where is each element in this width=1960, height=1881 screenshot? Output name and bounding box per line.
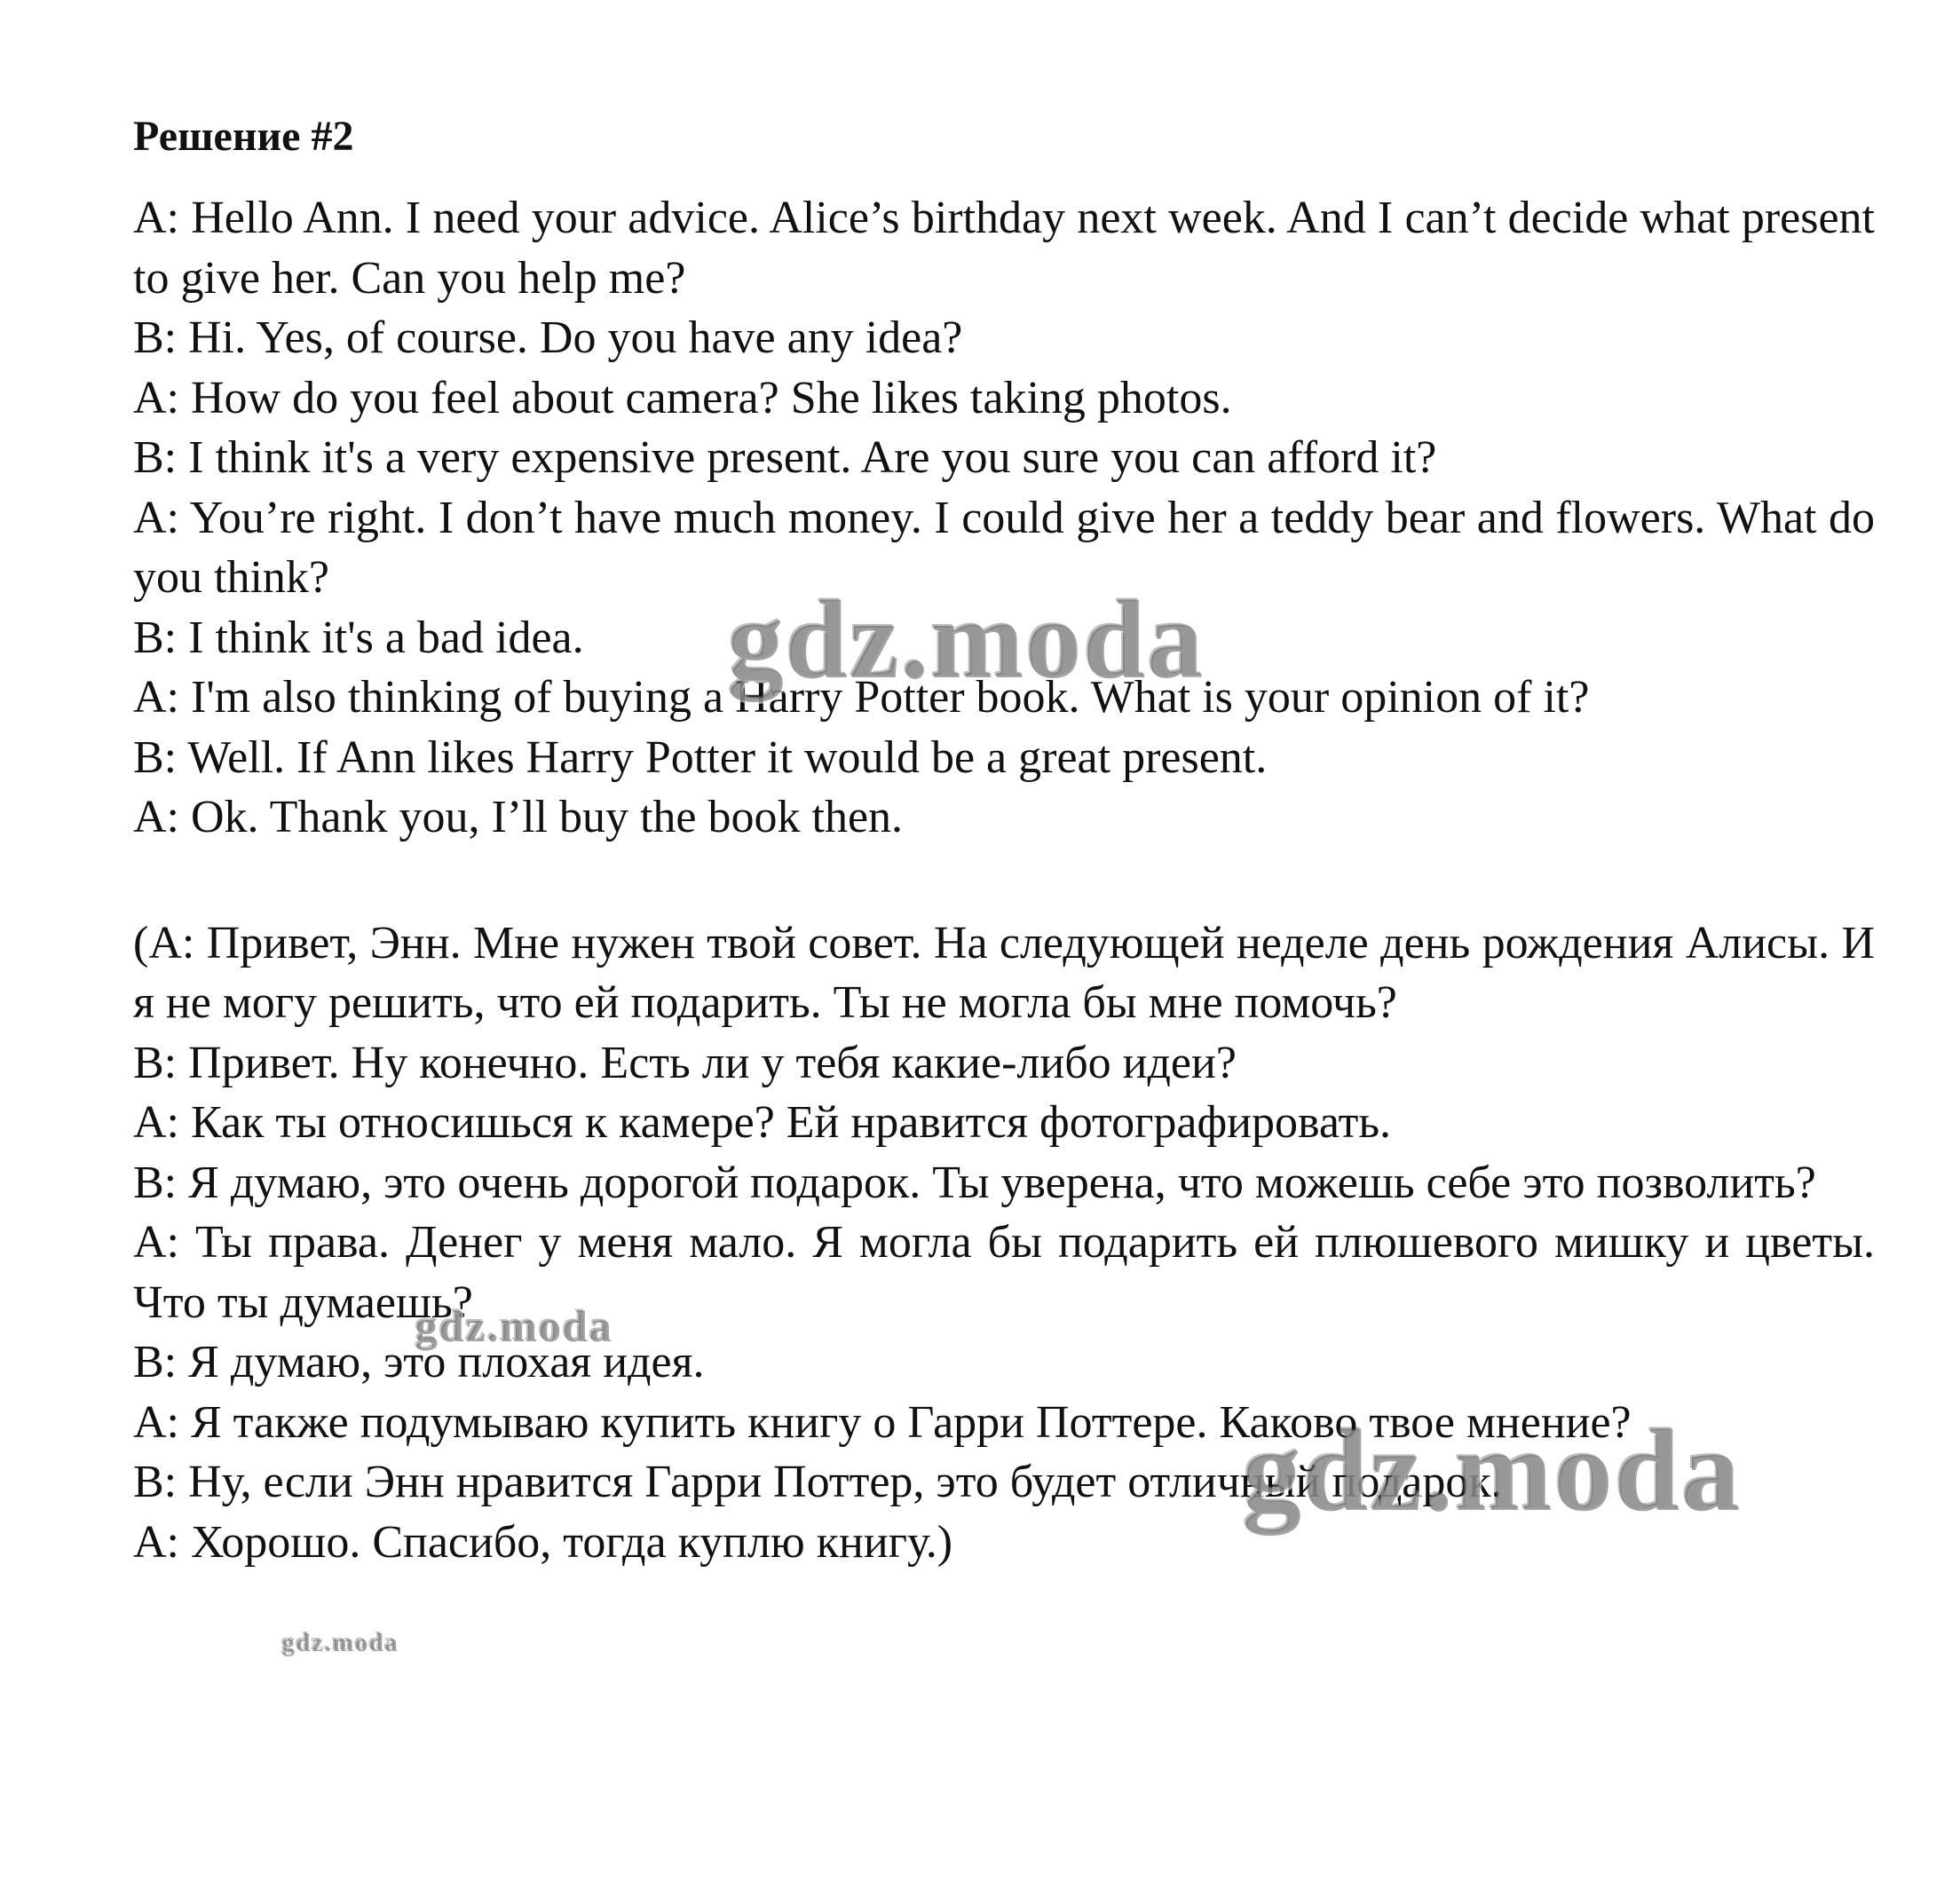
english-dialogue <box>133 188 1875 848</box>
translation-line: A: Ты права. Денег у меня мало. Я могла бы подарить ей плюшевого мишку и цветы. Что ты думаешь? <box>133 1217 1875 1328</box>
dialogue-line: A: Ok. Thank you, I’ll buy the book then. <box>133 792 904 842</box>
dialogue-line: B: I think it's a bad idea. <box>133 612 584 663</box>
dialogue-line: B: I think it's a very expensive present. Are you sure you can afford it? <box>133 432 1437 483</box>
dialogue-line: A: You’re right. I don’t have much money. I could give her a teddy bear and flowers. What do you think? <box>133 492 1875 603</box>
translation-line: A: Я также подумываю купить книгу о Гарри Поттере. Каково твое мнение? <box>133 1396 1632 1448</box>
dialogue-line: A: I'm also thinking of buying a Harry Potter book. What is your opinion of it? <box>133 672 1590 723</box>
dialogue-line: B: Well. If Ann likes Harry Potter it would be a great present. <box>133 731 1268 783</box>
watermark: gdz.moda <box>415 1301 613 1351</box>
translation-line: B: Ну, если Энн нравится Гарри Поттер, это будет отличный подарок. <box>133 1457 1503 1507</box>
dialogue-line: A: How do you feel about camera? She likes taking photos. <box>133 372 1232 423</box>
watermark: gdz.moda <box>1243 1405 1743 1536</box>
watermark: gdz.moda <box>728 579 1205 702</box>
translation-line: B: Я думаю, это очень дорогой подарок. Ты уверена, что можешь себе это позволить? <box>133 1157 1816 1208</box>
russian-translation <box>133 913 1875 1573</box>
section-gap <box>133 848 1875 913</box>
translation-line: (A: Привет, Энн. Мне нужен твой совет. На следующей неделе день рождения Алисы. И я не могу решить, что ей подарить. Ты не могла бы мне помочь? <box>133 917 1875 1028</box>
translation-line: A: Как ты относишься к камере? Ей нравится фотографировать. <box>133 1097 1392 1148</box>
translation-line: B: Я думаю, это плохая идея. <box>133 1337 705 1387</box>
dialogue-line: A: Hello Ann. I need your advice. Alice’s birthday next week. And I can’t decide what present to give her. Can you help me? <box>133 193 1875 304</box>
translation-line: A: Хорошо. Спасибо, тогда куплю книгу.) <box>133 1516 953 1568</box>
dialogue-line: B: Hi. Yes, of course. Do you have any idea? <box>133 312 963 363</box>
solution-heading: Решение #2 <box>133 113 354 160</box>
translation-line: B: Привет. Ну конечно. Есть ли у тебя какие-либо идеи? <box>133 1037 1237 1088</box>
solution-document <box>133 110 1875 1572</box>
watermark: gdz.moda <box>282 1630 399 1657</box>
